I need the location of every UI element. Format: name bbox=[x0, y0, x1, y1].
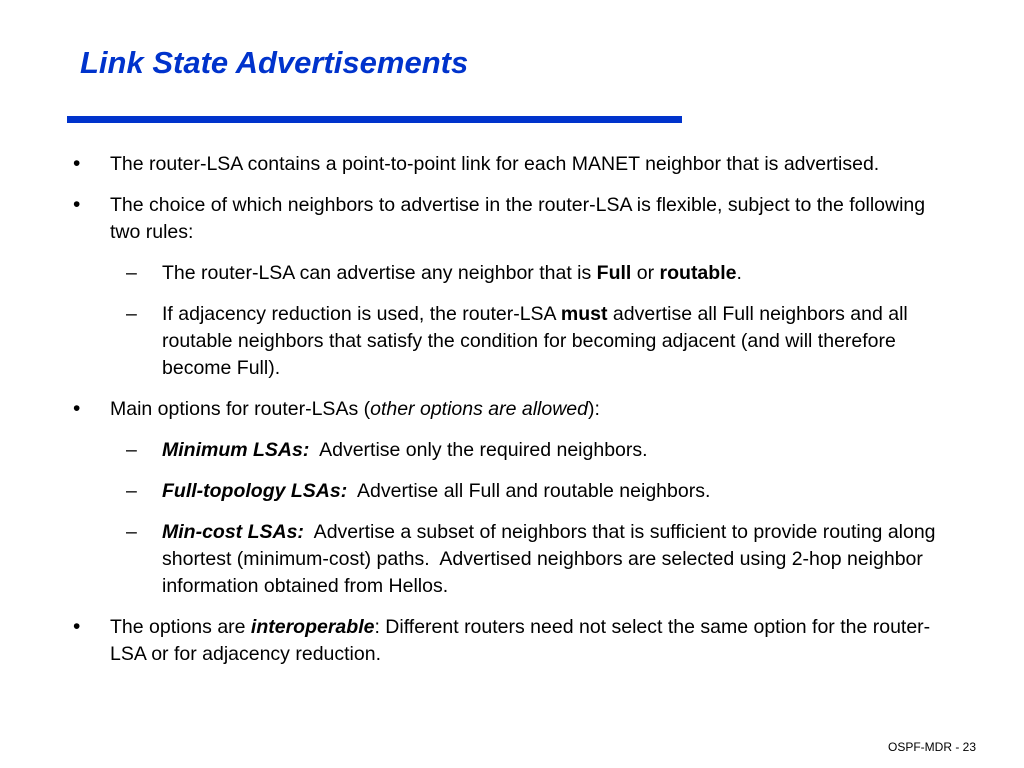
sub-bullet-item bbox=[0, 301, 1024, 382]
text-run: . bbox=[736, 262, 742, 284]
text-run: : Different routers need not select the same option for the router-LSA or for adjacency reduction. bbox=[110, 616, 931, 665]
bullet-text: The choice of which neighbors to advertise in the router-LSA is flexible, subject to the following two rules: bbox=[110, 194, 926, 243]
option-label: Minimum LSAs: bbox=[162, 439, 310, 461]
text-run: advertise all Full neighbors and all routable neighbors that satisfy the condition for becoming adjacent (and will therefore become Full). bbox=[162, 303, 908, 379]
title-underline bbox=[67, 116, 682, 123]
sub-bullet-item bbox=[0, 260, 1024, 287]
bullet-item bbox=[0, 396, 1024, 423]
text-run: If adjacency reduction is used, the router-LSA bbox=[162, 303, 561, 325]
bullet-text bbox=[110, 396, 940, 423]
bullet-marker: • bbox=[73, 615, 81, 638]
italic-note: other options are allowed bbox=[370, 398, 588, 420]
text-run: The router-LSA can advertise any neighbor that is bbox=[162, 262, 597, 284]
text-run: The options are bbox=[110, 616, 251, 638]
bold-italic-term: interoperable bbox=[250, 616, 375, 638]
bullet-marker: • bbox=[73, 152, 81, 175]
bold-term-full: Full bbox=[596, 262, 632, 284]
bullet-text: The router-LSA contains a point-to-point link for each MANET neighbor that is advertised. bbox=[110, 153, 880, 175]
bullet-marker: • bbox=[73, 193, 81, 216]
dash-marker: – bbox=[126, 521, 137, 543]
sub-bullet-item bbox=[0, 519, 1024, 600]
bold-term-must: must bbox=[560, 303, 608, 325]
text-run: Main options for router-LSAs ( bbox=[110, 398, 371, 420]
slide-title: Link State Advertisements bbox=[80, 45, 469, 80]
bullet-item bbox=[0, 614, 1024, 668]
option-description: Advertise a subset of neighbors that is sufficient to provide routing along shortest (minimum-cost) paths. Advertised neighbors are selected using 2-hop neighbor information obtained from Hellos. bbox=[162, 521, 941, 597]
bullet-item bbox=[0, 192, 1024, 246]
option-label: Min-cost LSAs: bbox=[162, 521, 304, 543]
dash-marker: – bbox=[126, 303, 137, 325]
text-run: ): bbox=[588, 398, 600, 420]
slide-body bbox=[0, 151, 1024, 668]
sub-bullet-text bbox=[162, 301, 940, 382]
option-description: Advertise only the required neighbors. bbox=[309, 439, 648, 461]
sub-bullet-item bbox=[0, 437, 1024, 464]
bold-term-routable: routable bbox=[659, 262, 737, 284]
sub-bullet-text bbox=[162, 437, 940, 464]
dash-marker: – bbox=[126, 480, 137, 502]
bullet-marker: • bbox=[73, 397, 81, 420]
slide-footer: OSPF-MDR - 23 bbox=[887, 740, 976, 754]
sub-bullet-text bbox=[162, 519, 940, 600]
dash-marker: – bbox=[126, 439, 137, 461]
text-run: or bbox=[631, 262, 660, 284]
bullet-text bbox=[110, 614, 940, 668]
bullet-item bbox=[0, 151, 1024, 178]
sub-bullet-item bbox=[0, 478, 1024, 505]
dash-marker: – bbox=[126, 262, 137, 284]
sub-bullet-text bbox=[162, 260, 940, 287]
sub-bullet-text bbox=[162, 478, 940, 505]
option-description: Advertise all Full and routable neighbors. bbox=[347, 480, 711, 502]
option-label: Full-topology LSAs: bbox=[162, 480, 348, 502]
